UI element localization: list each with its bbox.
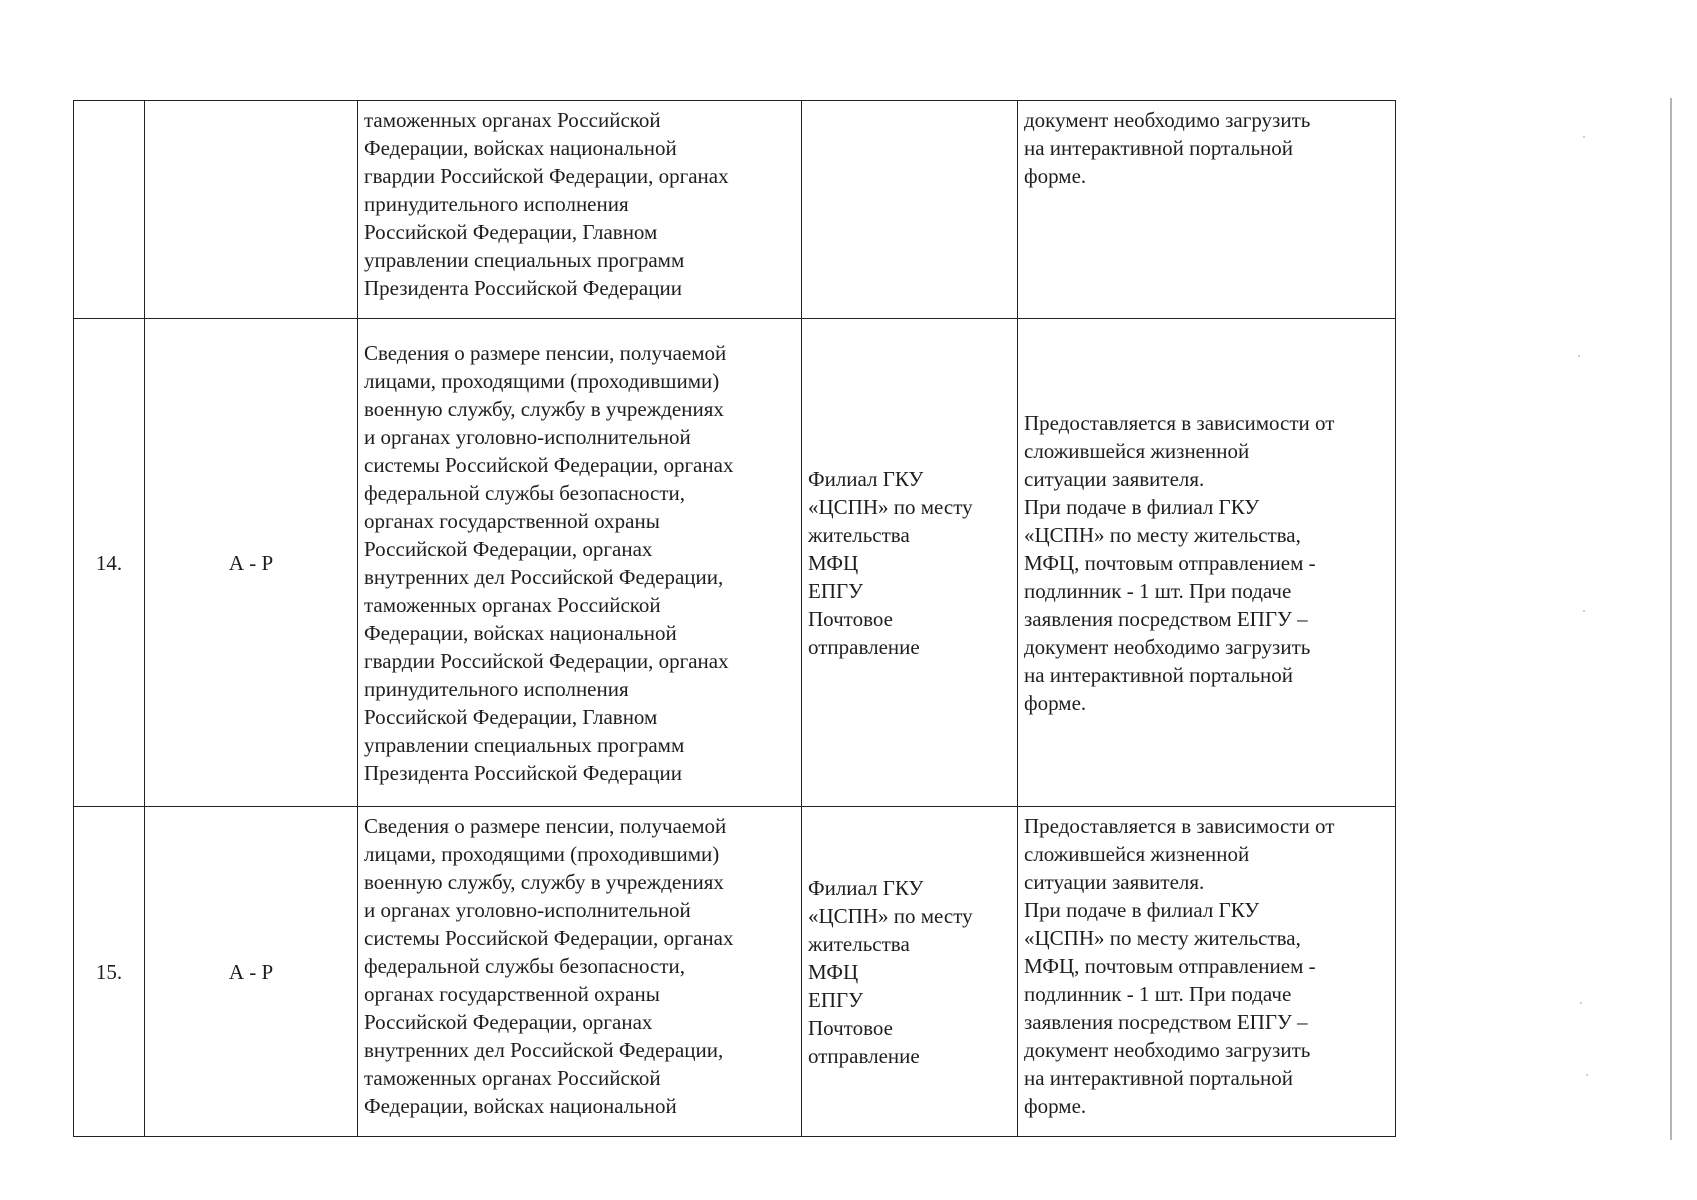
row-number-cell: 15. [74, 807, 145, 1137]
category-cell: А - Р [145, 807, 358, 1137]
category-cell: А - Р [145, 319, 358, 807]
documents-table [73, 100, 1396, 1137]
category-cell [145, 101, 358, 319]
notes-cell: документ необходимо загрузить на интерактивной портальной форме. [1018, 101, 1396, 319]
scan-speck [1586, 1074, 1588, 1076]
scan-speck [1580, 1002, 1582, 1004]
notes-cell: Предоставляется в зависимости от сложившейся жизненной ситуации заявителя. При подаче в филиал ГКУ «ЦСПН» по месту жительства, МФЦ, почтовым отправлением - подлинник - 1 шт. При подаче заявления посредством ЕПГУ – документ необходимо загрузить на интерактивной портальной форме. [1018, 319, 1396, 807]
submission-method-cell: Филиал ГКУ «ЦСПН» по месту жительства МФЦ ЕПГУ Почтовое отправление [802, 319, 1018, 807]
table-row [74, 101, 1396, 319]
scan-speck [1583, 136, 1585, 138]
notes-cell: Предоставляется в зависимости от сложившейся жизненной ситуации заявителя. При подаче в филиал ГКУ «ЦСПН» по месту жительства, МФЦ, почтовым отправлением - подлинник - 1 шт. При подаче заявления посредством ЕПГУ – документ необходимо загрузить на интерактивной портальной форме. [1018, 807, 1396, 1137]
scan-speck [1583, 610, 1585, 612]
row-number-cell: 14. [74, 319, 145, 807]
table-row [74, 807, 1396, 1137]
document-description-cell: таможенных органах Российской Федерации, войсках национальной гвардии Российской Федерации, органах принудительного исполнения Российской Федерации, Главном управлении специальных программ Президента Российской Федерации [358, 101, 802, 319]
scan-speck [1578, 355, 1580, 357]
document-description-cell: Сведения о размере пенсии, получаемой лицами, проходящими (проходившими) военную службу, службу в учреждениях и органах уголовно-исполнительной системы Российской Федерации, органах федеральной службы безопасности, органах государственной охраны Российской Федерации, органах внутренних дел Российской Федерации, таможенных органах Российской Федерации, войсках национальной [358, 807, 802, 1137]
submission-method-cell [802, 101, 1018, 319]
table-row [74, 319, 1396, 807]
submission-method-cell: Филиал ГКУ «ЦСПН» по месту жительства МФЦ ЕПГУ Почтовое отправление [802, 807, 1018, 1137]
document-description-cell: Сведения о размере пенсии, получаемой лицами, проходящими (проходившими) военную службу, службу в учреждениях и органах уголовно-исполнительной системы Российской Федерации, органах федеральной службы безопасности, органах государственной охраны Российской Федерации, органах внутренних дел Российской Федерации, таможенных органах Российской Федерации, войсках национальной гвардии Российской Федерации, органах принудительного исполнения Российской Федерации, Главном управлении специальных программ Президента Российской Федерации [358, 319, 802, 807]
scan-edge-line [1670, 98, 1672, 1140]
row-number-cell [74, 101, 145, 319]
